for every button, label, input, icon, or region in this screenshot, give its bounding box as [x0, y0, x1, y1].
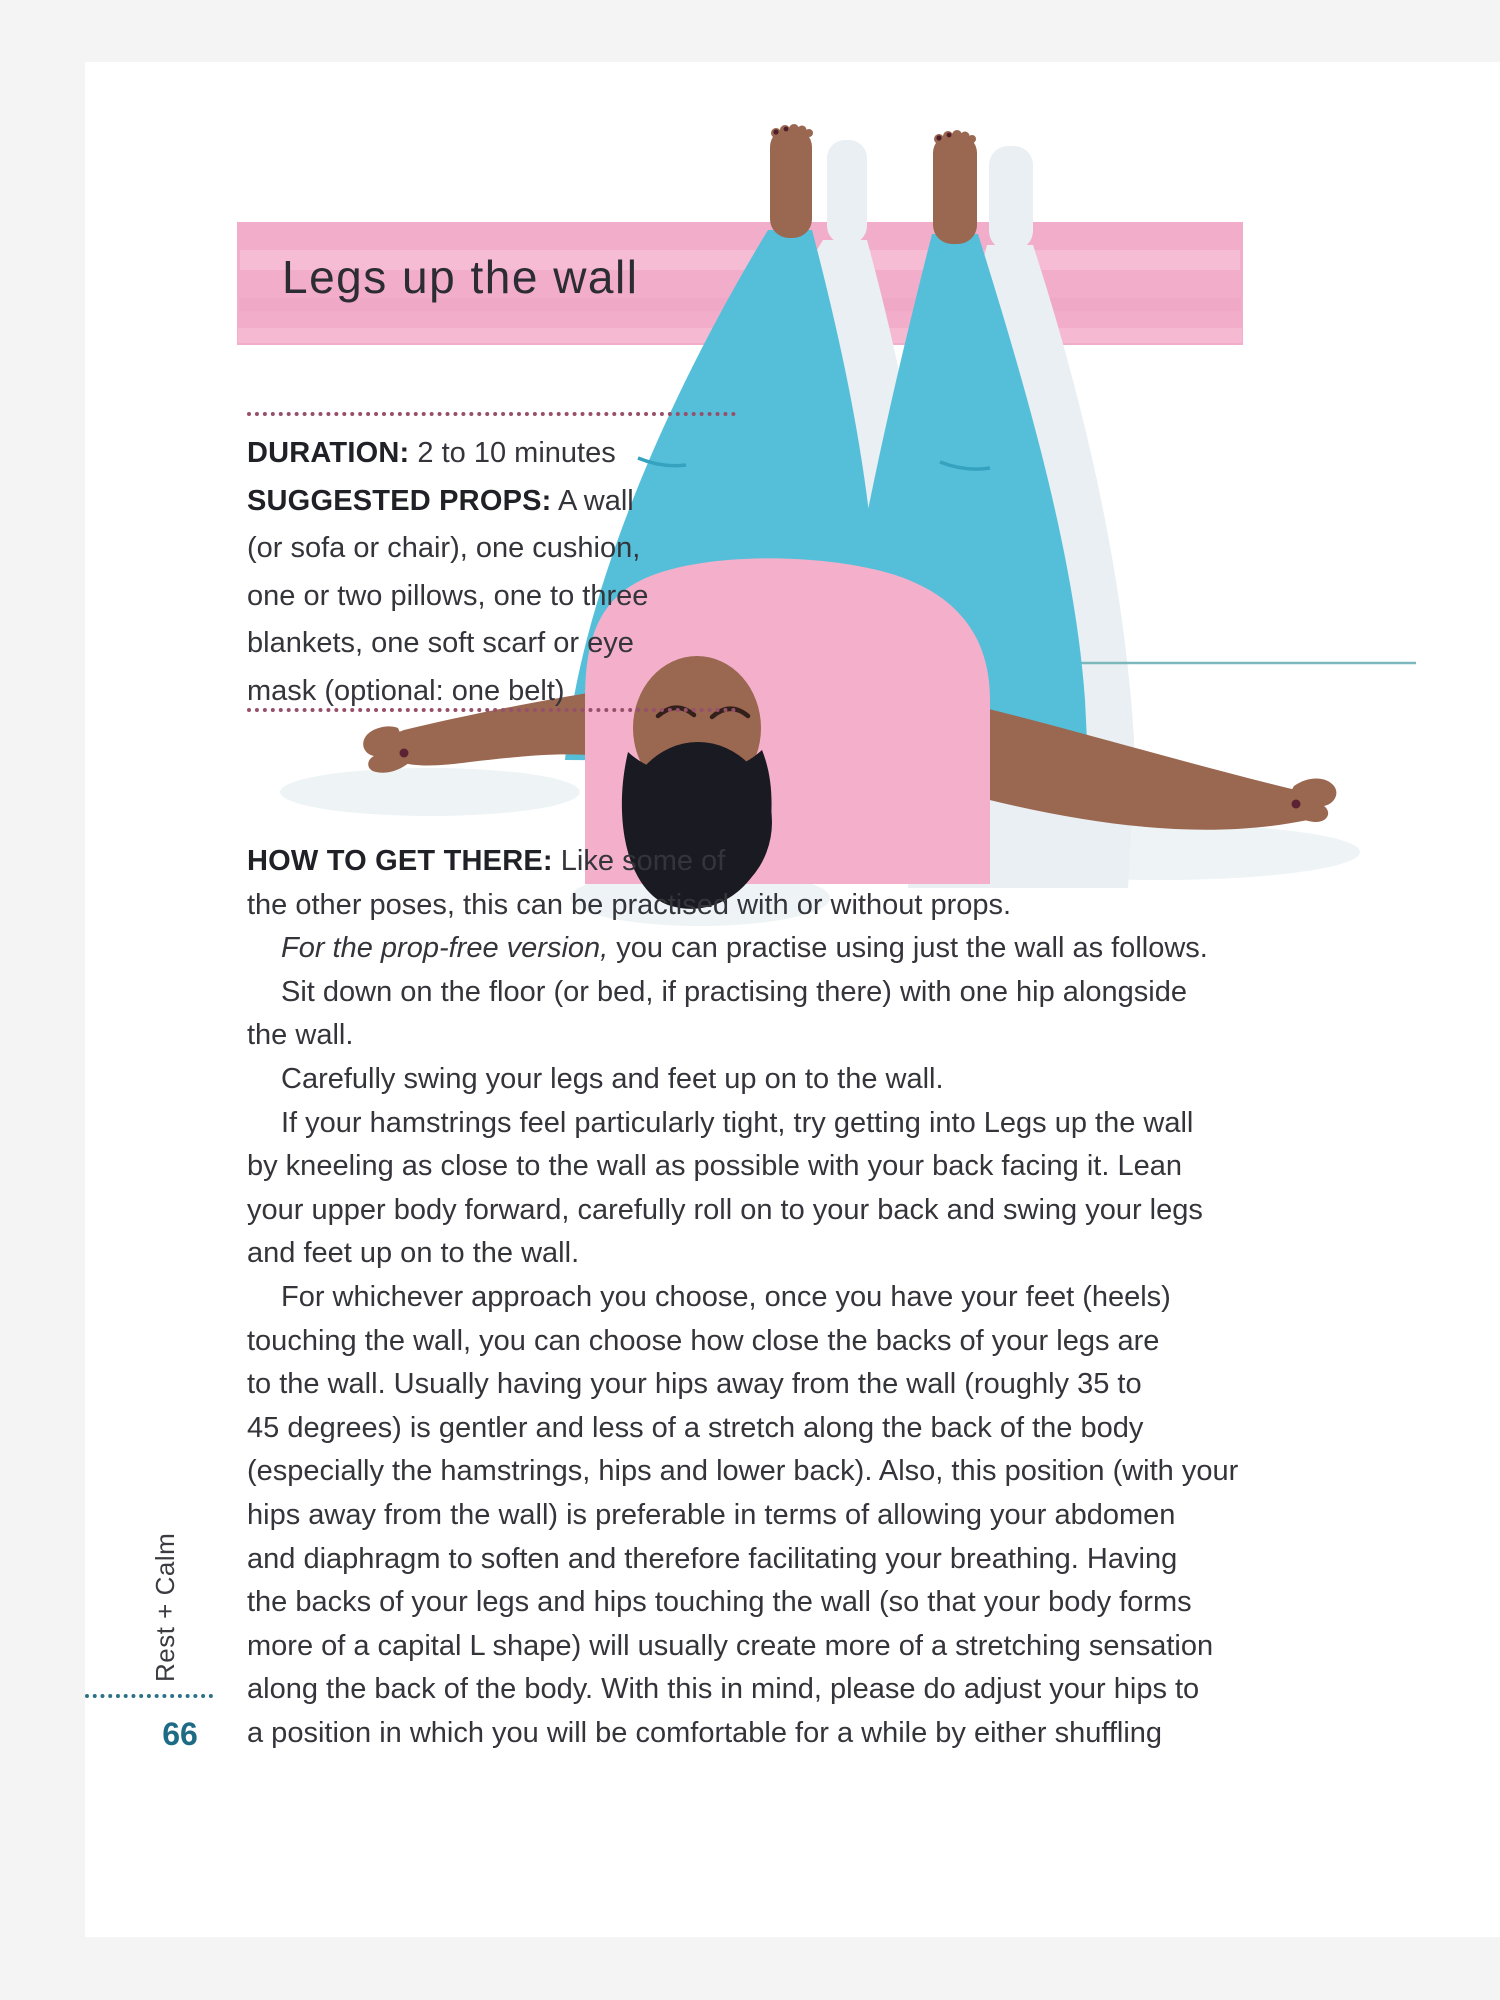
body-line: If your hamstrings feel particularly tight, try getting into Legs up the wall [281, 1106, 1194, 1139]
props-label: SUGGESTED PROPS: [247, 484, 552, 517]
props-value: A wall [551, 484, 634, 517]
props-line: one or two pillows, one to three [247, 579, 649, 612]
body-line: to the wall. Usually having your hips away from the wall (roughly 35 to [247, 1368, 1142, 1401]
body-line: touching the wall, you can choose how close the backs of your legs are [247, 1324, 1160, 1357]
how-to-label: HOW TO GET THERE: [247, 845, 553, 877]
body-line: hips away from the wall) is preferable in terms of allowing your abdomen [247, 1498, 1176, 1531]
body-line: and diaphragm to soften and therefore facilitating your breathing. Having [247, 1542, 1178, 1575]
body-line: For the prop-free version, you can practise using just the wall as follows. [281, 932, 1208, 965]
page-number: 66 [162, 1716, 198, 1752]
body-line: Sit down on the floor (or bed, if practising there) with one hip alongside [281, 975, 1187, 1008]
body-line: Carefully swing your legs and feet up on to the wall. [281, 1062, 944, 1095]
info-panel [247, 430, 767, 715]
body-line: your upper body forward, carefully roll on to your back and swing your legs [247, 1193, 1203, 1226]
italic-phrase: For the prop-free version, [281, 932, 609, 965]
body-line: the wall. [247, 1019, 354, 1052]
body-line: along the back of the body. With this in mind, please do adjust your hips to [247, 1673, 1200, 1706]
props-line [247, 478, 767, 526]
body-line: the other poses, this can be practised with or without props. [247, 888, 1012, 921]
props-line: blankets, one soft scarf or eye [247, 627, 634, 659]
body-line: 45 degrees) is gentler and less of a stretch along the back of the body [247, 1411, 1144, 1444]
instructions-text [247, 840, 1287, 1755]
duration-value: 2 to 10 minutes [409, 437, 616, 469]
body-line: HOW TO GET THERE: Like some of [247, 845, 726, 877]
chapter-label-vertical: Rest + Calm [150, 1532, 180, 1682]
body-line: more of a capital L shape) will usually create more of a stretching sensation [247, 1629, 1214, 1662]
body-line: (especially the hamstrings, hips and lower back). Also, this position (with your [247, 1455, 1239, 1488]
page-number-dotted-rule [85, 1694, 213, 1698]
duration-line [247, 430, 767, 478]
body-line: and feet up on to the wall. [247, 1237, 580, 1270]
page-title: Legs up the wall [282, 251, 639, 303]
dotted-divider-top [247, 412, 736, 416]
body-line: the backs of your legs and hips touching the wall (so that your body forms [247, 1586, 1192, 1619]
props-line: (or sofa or chair), one cushion, [247, 532, 641, 564]
props-line: mask (optional: one belt) [247, 674, 565, 707]
body-line: For whichever approach you choose, once you have your feet (heels) [281, 1280, 1171, 1313]
body-line: by kneeling as close to the wall as possible with your back facing it. Lean [247, 1150, 1182, 1183]
duration-label: DURATION: [247, 437, 410, 469]
body-line: a position in which you will be comfortable for a while by either shuffling [247, 1716, 1163, 1749]
